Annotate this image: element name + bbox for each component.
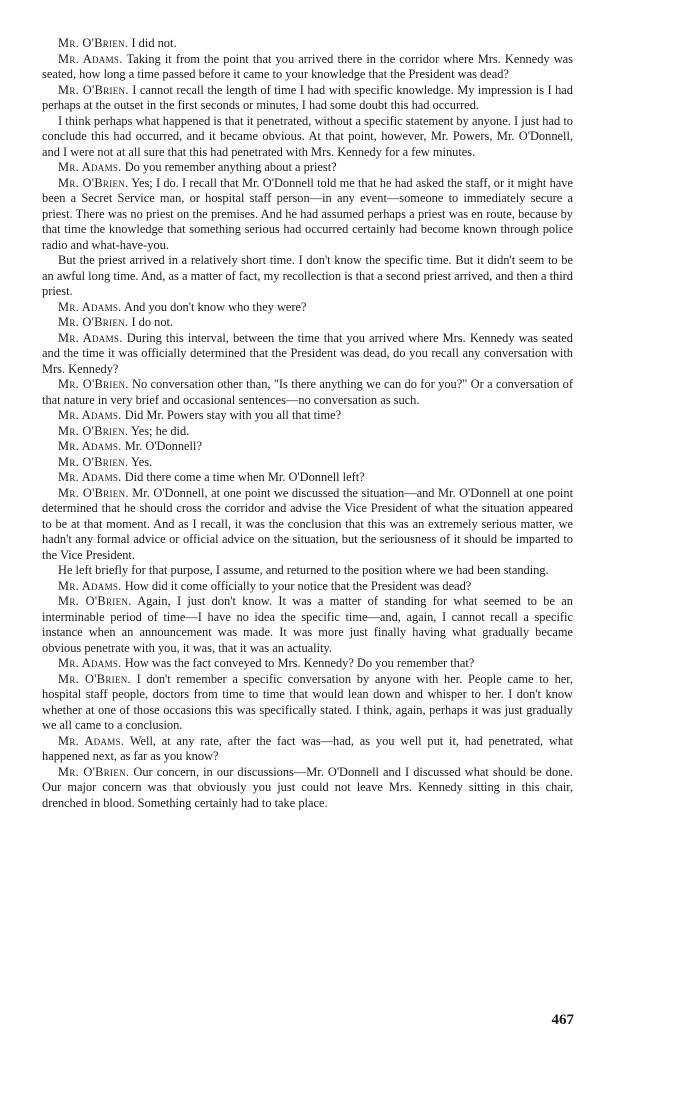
paragraph-text: Did there come a time when Mr. O'Donnell left? [121,470,365,484]
speaker-label: Mr. Adams. [58,408,122,422]
paragraph [42,424,573,440]
paragraph-text: Mr. O'Donnell, at one point we discussed the situation—and Mr. O'Donnell at one point determined that he should cross the corridor and advise the Vice President of what the situation appeared to be at that moment. And as I recall, it was the conclusion that this was an extremely serious matter, we hadn't any formal advice or official advice on the situation, but the seriousness of it should be imparted to the Vice President. [42,485,574,562]
speaker-label: Mr. O'Brien. [58,82,129,97]
paragraph [42,36,573,52]
speaker-label: Mr. O'Brien. [58,764,130,779]
paragraph [42,594,573,656]
paragraph-text: Taking it from the point that you arrived there in the corridor where Mrs. Kennedy was seated, how long a time passed before it came to your knowledge that the President was dead? [42,51,573,81]
paragraph-text: Yes. [128,454,153,469]
paragraph-text: How was the fact conveyed to Mrs. Kennedy? Do you remember that? [121,656,475,670]
paragraph-text: Mr. O'Donnell? [121,439,202,453]
paragraph-text: Do you remember anything about a priest? [121,160,337,174]
speaker-label: Mr. Adams. [58,439,122,453]
paragraph-text: No conversation other than, "Is there anything we can do for you?" Or a conversation of that nature in very brief and occasional sentences—no conversation as such. [42,377,573,407]
speaker-label: Mr. O'Brien. [58,485,129,500]
paragraph [42,176,573,254]
paragraph-text: I don't remember a specific conversation by anyone with her. People came to her, hospital staff people, doctors from time to time that would lean down and whisper to her. I don't know whether at one of those occasions this was specifically stated. I think, again, perhaps it was just gradually we all came to a conclusion. [42,671,573,732]
speaker-label: Mr. O'Brien. [58,423,129,438]
paragraph-text: Well, at any rate, after the fact was—had, as you well put it, had penetrated, what happened next, as far as you know? [42,733,574,763]
speaker-label: Mr. Adams. [58,470,122,484]
paragraph-text: During this interval, between the time that you arrived where Mrs. Kennedy was seated and the time it was officially determined that the President was dead, do you recall any conversation with Mrs. Kennedy? [42,330,573,376]
paragraph [42,734,573,765]
paragraph-text: And you don't know who they were? [121,299,307,314]
paragraph-text: Did Mr. Powers stay with you all that time? [121,408,342,422]
speaker-label: Mr. Adams. [58,160,122,174]
speaker-label: Mr. O'Brien. [58,454,129,469]
paragraph [42,486,573,564]
paragraph [42,563,573,579]
paragraph-text: Yes; he did. [128,423,190,438]
paragraph-text: Again, I just don't know. It was a matter of standing for what seemed to be an interminable period of time—I have no idea the specific time—and, again, I cannot recall a specific instance when an announcement was made. It was more just finally having what gradually became obvious penetrate with you, it was, that it was an actuality. [42,594,573,655]
paragraph [42,114,573,161]
paragraph [42,300,573,316]
paragraph-text: I cannot recall the length of time I had with specific knowledge. My impression is I had perhaps at the outset in the first seconds or minutes, I had some doubt this had occurred. [42,82,574,112]
paragraph [42,455,573,471]
paragraph [42,377,573,408]
speaker-label: Mr. Adams. [58,51,123,66]
paragraph-text: How did it come officially to your notice that the President was dead? [121,578,472,593]
paragraph [42,83,573,114]
paragraph [42,52,573,83]
paragraph [42,470,573,486]
paragraph [42,656,573,672]
speaker-label: Mr. Adams. [58,299,122,314]
speaker-label: Mr. O'Brien. [58,594,132,608]
paragraph-text: But the priest arrived in a relatively short time. I don't know the specific time. But it didn't seem to be an awful long time. And, as a matter of fact, my recollection is that a second priest arrived, and then a third priest. [42,253,573,298]
paragraph [42,672,573,734]
paragraph [42,765,573,812]
paragraph-text: I think perhaps what happened is that it penetrated, without a specific statement by anyone. I just had to conclude this had occurred, and it became obvious. At that point, however, Mr. Powers, Mr. O'Donnell, and I were not at all sure that this had penetrated with Mrs. Kennedy for a few minutes. [42,113,573,159]
paragraph [42,315,573,331]
paragraph-text: Our concern, in our discussions—Mr. O'Donnell and I discussed what should be done. Our major concern was that obviously you just could not leave Mrs. Kennedy sitting in this chair, drenched in blood. Something certainly had to take place. [42,764,573,810]
speaker-label: Mr. Adams. [58,733,125,748]
paragraph [42,331,573,378]
speaker-label: Mr. O'Brien. [58,315,129,329]
paragraph [42,160,573,176]
speaker-label: Mr. Adams. [58,330,123,345]
speaker-label: Mr. O'Brien. [58,671,131,686]
paragraph [42,439,573,455]
paragraph [42,408,573,424]
speaker-label: Mr. Adams. [58,656,122,670]
paragraph-text: Yes; I do. I recall that Mr. O'Donnell told me that he had asked the staff, or it might have been a Secret Service man, or hospital staff person—in any event—someone to immediately secure a priest. There was no priest on the premises. And he had assumed perhaps a priest was en route, because by that time the knowledge that something serious had occurred certainly had become known through police radio and what-have-you. [42,175,574,252]
speaker-label: Mr. O'Brien. [58,36,129,50]
paragraph [42,253,573,300]
speaker-label: Mr. O'Brien. [58,175,129,190]
paragraph-text: He left briefly for that purpose, I assume, and returned to the position where we had been standing. [58,563,549,577]
paragraph-text: I do not. [128,315,174,329]
paragraph-text: I did not. [128,36,177,50]
speaker-label: Mr. O'Brien. [58,377,129,391]
page-number: 467 [551,1012,574,1028]
transcript-body [42,36,573,811]
paragraph [42,579,573,595]
speaker-label: Mr. Adams. [58,578,122,593]
